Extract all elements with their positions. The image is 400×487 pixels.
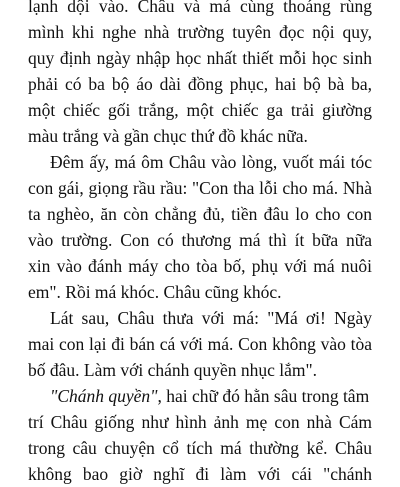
text-line: mai con lại đi bán cá với má. Con không vào tòa bbox=[28, 334, 372, 354]
text-line: Đêm ấy, má ôm Châu vào lòng, vuốt mái tóc bbox=[50, 152, 372, 172]
text-fragment: , hai chữ đó hằn sâu trong tâm bbox=[157, 386, 370, 406]
text-line: lạnh dội vào. Châu và má cùng thoáng rùng bbox=[28, 0, 372, 16]
text-line: không bao giờ nghĩ đi làm với cái "chánh bbox=[28, 464, 372, 484]
text-line: con gái, giọng rầu rầu: "Con tha lỗi cho má. Nhà bbox=[28, 178, 372, 198]
text-line: mình khi nghe nhà trường tuyên đọc nội quy, bbox=[28, 22, 372, 42]
text-line: trí Châu giống như hình ảnh mẹ con nhà Cám bbox=[28, 412, 372, 432]
text-line: ta nghèo, ăn còn chẳng đủ, tiền đâu lo cho con bbox=[28, 204, 372, 224]
text-line: bố đâu. Làm với chánh quyền nhục lắm". bbox=[28, 360, 318, 380]
text-line: quy định ngày nhập học nhất thiết mỗi học sinh bbox=[28, 48, 372, 68]
text-line bbox=[50, 383, 372, 409]
text-line: màu trắng và gần chục thứ đồ khác nữa. bbox=[28, 126, 308, 146]
text-line: xin vào đánh máy cho tòa bố, phụ với má nuôi bbox=[28, 256, 372, 276]
text-line: vào trường. Con có thương má thì ít bữa nữa bbox=[28, 230, 372, 250]
text-line: trong câu chuyện cổ tích má thường kể. Châu bbox=[28, 438, 372, 458]
text-line: em". Rồi má khóc. Châu cũng khóc. bbox=[28, 282, 282, 302]
text-line: Lát sau, Châu thưa với má: "Má ơi! Ngày bbox=[50, 308, 372, 328]
text-line: một chiếc gối trắng, một chiếc ga trải giường bbox=[28, 100, 372, 120]
text-line: phải có ba bộ áo dài đồng phục, hai bộ bà ba, bbox=[28, 74, 372, 94]
italic-term: "Chánh quyền" bbox=[50, 386, 158, 406]
